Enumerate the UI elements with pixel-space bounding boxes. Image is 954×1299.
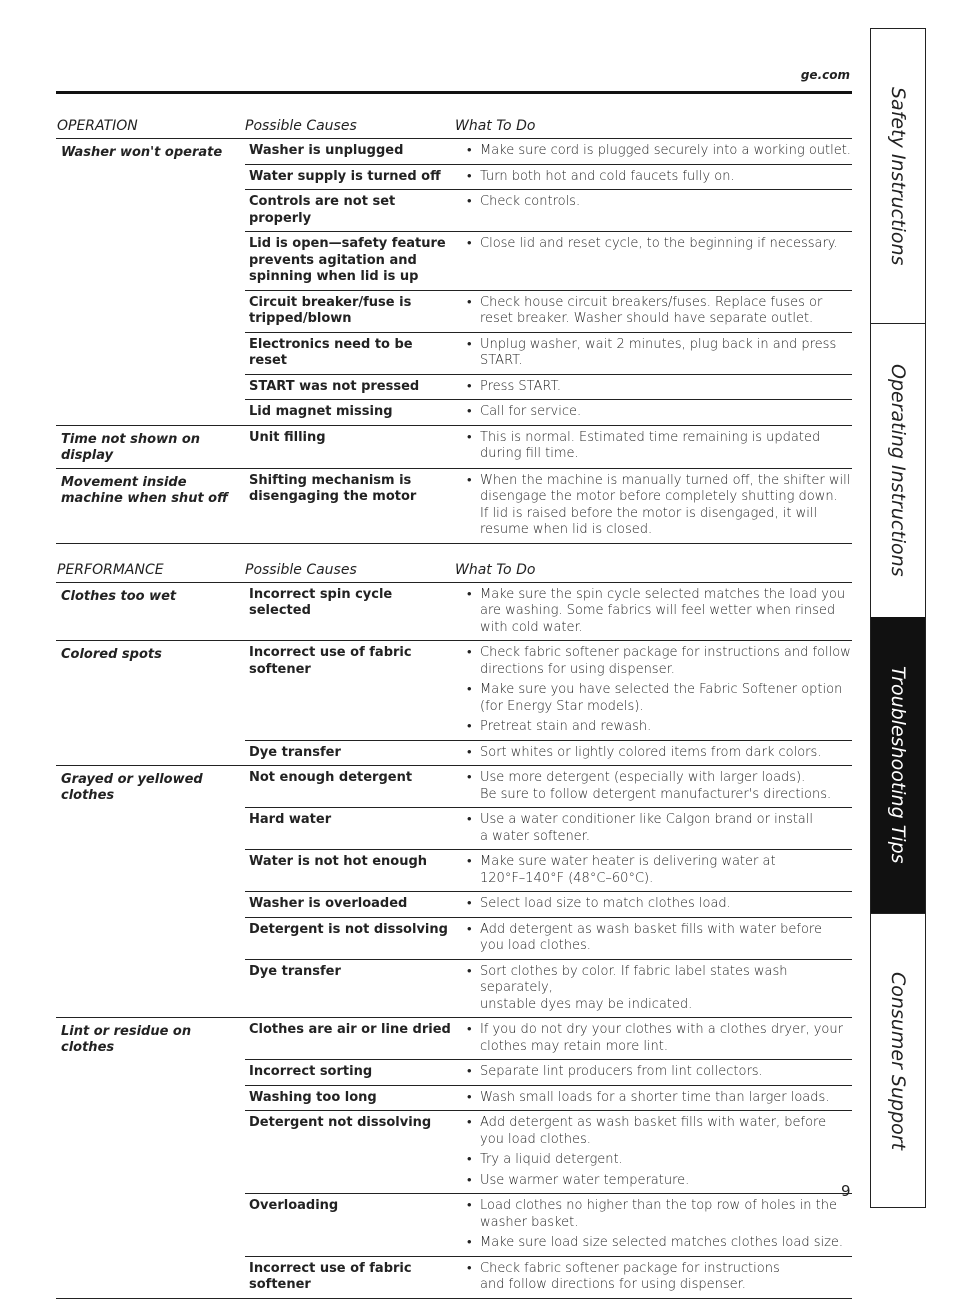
problem-group bbox=[56, 426, 852, 469]
bullet-line: Use more detergent (especially with larger loads). bbox=[480, 770, 806, 785]
bullet-line: Use warmer water temperature. bbox=[480, 1172, 690, 1188]
bullet-item bbox=[463, 1115, 852, 1148]
problem-group bbox=[56, 469, 852, 544]
bullet-item bbox=[463, 1173, 852, 1190]
tab-consumer-support[interactable]: Consumer Support bbox=[871, 913, 925, 1208]
possible-cause: Washer is unplugged bbox=[249, 143, 404, 158]
table-row bbox=[245, 139, 852, 164]
bullet-item bbox=[463, 337, 852, 370]
bullet-text bbox=[480, 1235, 852, 1252]
bullet-text bbox=[480, 295, 852, 328]
bullet-item bbox=[463, 854, 852, 887]
bullet-line: Pretreat stain and rewash. bbox=[480, 719, 652, 734]
problem-group bbox=[56, 1018, 852, 1299]
column-header: Possible Causes bbox=[245, 561, 357, 578]
possible-cause: Unit filling bbox=[249, 429, 326, 445]
bullet-item bbox=[463, 143, 852, 160]
problem-group bbox=[56, 583, 852, 642]
bullet-text bbox=[480, 143, 852, 160]
possible-cause: Water supply is turned off bbox=[249, 168, 441, 184]
possible-cause: Washing too long bbox=[249, 1089, 377, 1105]
bullet-item bbox=[463, 1022, 852, 1055]
table-header bbox=[56, 112, 852, 139]
table-row bbox=[245, 849, 852, 891]
bullet-icon: • bbox=[467, 1260, 472, 1276]
top-rule bbox=[56, 91, 852, 94]
bullet-item bbox=[463, 1235, 852, 1252]
cause-rows bbox=[245, 426, 852, 468]
possible-cause: Water is not hot enough bbox=[249, 854, 428, 869]
bullet-line: Be sure to follow detergent manufacturer's directions. bbox=[480, 786, 832, 802]
bullet-line: Make sure the spin cycle selected matches the load you are washing. Some fabrics will feel wetter when rinsed with cold water. bbox=[480, 586, 846, 635]
what-to-do bbox=[459, 400, 852, 425]
bullet-text bbox=[480, 379, 852, 396]
possible-cause: Incorrect sorting bbox=[249, 1064, 373, 1079]
bullet-item bbox=[463, 1261, 852, 1294]
bullet-icon: • bbox=[467, 1172, 472, 1188]
bullet-icon: • bbox=[467, 1064, 472, 1079]
tab-operating-instructions[interactable]: Operating Instructions bbox=[871, 323, 925, 618]
cause-rows bbox=[245, 583, 852, 641]
bullet-text bbox=[480, 896, 852, 913]
bullet-icon: • bbox=[467, 143, 472, 158]
what-to-do bbox=[459, 850, 852, 891]
cause-rows bbox=[245, 1018, 852, 1298]
bullet-icon: • bbox=[467, 1089, 472, 1105]
possible-cause: Circuit breaker/fuse is tripped/blown bbox=[249, 294, 412, 326]
table-row bbox=[245, 231, 852, 290]
bullet-line: Check fabric softener package for instructions bbox=[480, 1260, 780, 1276]
bullet-line: Sort whites or lightly colored items from dark colors. bbox=[480, 744, 822, 760]
bullet-line: Press START. bbox=[480, 378, 562, 394]
bullet-item bbox=[463, 473, 852, 539]
bullet-text bbox=[480, 1090, 852, 1107]
bullet-item bbox=[463, 169, 852, 186]
bullet-item bbox=[463, 379, 852, 396]
bullet-text bbox=[480, 812, 852, 845]
problem-group bbox=[56, 766, 852, 1018]
bullet-text bbox=[480, 1173, 852, 1190]
bullet-icon: • bbox=[467, 1235, 472, 1250]
bullet-line: Try a liquid detergent. bbox=[480, 1152, 623, 1167]
bullet-text bbox=[480, 1198, 852, 1231]
what-to-do bbox=[459, 1018, 852, 1059]
bullet-line: Add detergent as wash basket fills with water, before you load clothes. bbox=[480, 1115, 827, 1147]
possible-cause: Not enough detergent bbox=[249, 770, 413, 785]
bullet-item bbox=[463, 194, 852, 211]
bullet-line: If you do not dry your clothes with a clothes dryer, your clothes may retain more lint. bbox=[480, 1022, 843, 1054]
table-row bbox=[245, 1018, 852, 1059]
bullet-line: Unplug washer, wait 2 minutes, plug back in and press START. bbox=[480, 336, 837, 368]
bullet-item bbox=[463, 236, 852, 253]
problem-label: Movement inside machine when shut off bbox=[61, 474, 228, 506]
bullet-line: When the machine is manually turned off, the shifter will disengage the motor before completely shutting down. bbox=[480, 472, 851, 504]
what-to-do bbox=[459, 808, 852, 849]
bullet-line: reset breaker. Washer should have separate outlet. bbox=[480, 311, 814, 326]
what-to-do bbox=[459, 1111, 852, 1193]
bullet-line: Close lid and reset cycle, to the beginning if necessary. bbox=[480, 236, 838, 251]
bullet-line: Select load size to match clothes load. bbox=[480, 896, 731, 911]
what-to-do bbox=[459, 469, 852, 543]
possible-cause: Dye transfer bbox=[249, 963, 341, 979]
bullet-text bbox=[480, 169, 852, 186]
bullet-icon: • bbox=[467, 770, 472, 785]
problem-label: Clothes too wet bbox=[61, 588, 177, 604]
bullet-text bbox=[480, 194, 852, 211]
possible-cause: START was not pressed bbox=[249, 378, 420, 394]
problem-label: Colored spots bbox=[61, 647, 162, 662]
table-row bbox=[245, 959, 852, 1018]
what-to-do bbox=[459, 333, 852, 374]
bullet-icon: • bbox=[467, 294, 472, 310]
bullet-text bbox=[480, 682, 852, 715]
table-row bbox=[245, 583, 852, 641]
website-url: ge.com bbox=[800, 68, 850, 82]
bullet-line: Check fabric softener package for instructions and follow directions for using dispenser. bbox=[480, 645, 851, 677]
bullet-line: Make sure cord is plugged securely into a working outlet. bbox=[480, 143, 851, 158]
cause-rows bbox=[245, 139, 852, 425]
column-header: OPERATION bbox=[57, 118, 138, 134]
bullet-icon: • bbox=[467, 1198, 472, 1213]
problem-label: Washer won't operate bbox=[61, 145, 223, 160]
table-header bbox=[56, 556, 852, 583]
bullet-text bbox=[480, 1022, 852, 1055]
what-to-do bbox=[459, 190, 852, 231]
what-to-do bbox=[459, 583, 852, 641]
table-row bbox=[245, 374, 852, 400]
possible-cause: Controls are not set properly bbox=[249, 194, 396, 226]
bullet-text bbox=[480, 430, 852, 463]
what-to-do bbox=[459, 232, 852, 290]
table-row bbox=[245, 189, 852, 231]
page-number: 9 bbox=[841, 1182, 851, 1200]
bullet-item bbox=[463, 404, 852, 421]
bullet-item bbox=[463, 922, 852, 955]
column-header: PERFORMANCE bbox=[57, 561, 164, 578]
bullet-line: Turn both hot and cold faucets fully on. bbox=[480, 168, 735, 184]
bullet-icon: • bbox=[467, 404, 472, 419]
possible-cause: Detergent is not dissolving bbox=[249, 921, 448, 937]
bullet-item bbox=[463, 1090, 852, 1107]
table-row bbox=[245, 332, 852, 374]
bullet-text bbox=[480, 719, 852, 736]
possible-cause: Overloading bbox=[249, 1198, 339, 1213]
possible-cause: Clothes are air or line dried bbox=[249, 1022, 451, 1037]
table-row bbox=[245, 469, 852, 543]
bullet-text bbox=[480, 745, 852, 762]
column-header: Possible Causes bbox=[245, 118, 357, 134]
possible-cause: Lid is open—safety feature prevents agitation and spinning when lid is up bbox=[249, 236, 446, 284]
bullet-text bbox=[480, 473, 852, 539]
bullet-line: Sort clothes by color. If fabric label states wash separately, bbox=[480, 963, 788, 995]
bullet-icon: • bbox=[467, 1022, 472, 1037]
problem-group bbox=[56, 139, 852, 426]
bullet-text bbox=[480, 964, 852, 1014]
possible-cause: Incorrect use of fabric softener bbox=[249, 1260, 412, 1292]
bullet-text bbox=[480, 1261, 852, 1294]
problem-label: Grayed or yellowed clothes bbox=[61, 772, 203, 803]
what-to-do bbox=[459, 918, 852, 959]
possible-cause: Incorrect spin cycle selected bbox=[249, 586, 393, 618]
what-to-do bbox=[459, 641, 852, 740]
bullet-text bbox=[480, 1115, 852, 1148]
bullet-text bbox=[480, 1152, 852, 1169]
bullet-item bbox=[463, 719, 852, 736]
table-row bbox=[245, 164, 852, 190]
bullet-icon: • bbox=[467, 1152, 472, 1167]
bullet-item bbox=[463, 645, 852, 678]
what-to-do bbox=[459, 1060, 852, 1085]
bullet-line: If lid is raised before the motor is disengaged, it will resume when lid is closed. bbox=[480, 505, 818, 537]
what-to-do bbox=[459, 426, 852, 467]
bullet-text bbox=[480, 770, 852, 803]
bullet-line: Add detergent as wash basket fills with water before bbox=[480, 921, 822, 937]
cause-rows bbox=[245, 766, 852, 1017]
table-row bbox=[245, 891, 852, 917]
what-to-do bbox=[459, 1194, 852, 1256]
bullet-item bbox=[463, 1152, 852, 1169]
possible-cause: Incorrect use of fabric softener bbox=[249, 645, 412, 677]
table-row bbox=[245, 766, 852, 807]
bullet-icon: • bbox=[467, 378, 472, 394]
bullet-icon: • bbox=[467, 682, 472, 697]
bullet-line: Use a water conditioner like Calgon brand or install bbox=[480, 812, 813, 827]
table-row bbox=[245, 1085, 852, 1111]
bullet-line: Make sure load size selected matches clothes load size. bbox=[480, 1235, 844, 1250]
table-row bbox=[245, 1193, 852, 1256]
bullet-icon: • bbox=[467, 472, 472, 488]
bullet-icon: • bbox=[467, 236, 472, 251]
bullet-icon: • bbox=[467, 744, 472, 760]
bullet-icon: • bbox=[467, 429, 472, 445]
bullet-icon: • bbox=[467, 645, 472, 660]
what-to-do bbox=[459, 1086, 852, 1111]
bullet-line: you load clothes. bbox=[480, 938, 591, 953]
bullet-icon: • bbox=[467, 1115, 472, 1130]
operation-section bbox=[56, 112, 852, 544]
what-to-do bbox=[459, 741, 852, 766]
cause-rows bbox=[245, 641, 852, 765]
bullet-icon: • bbox=[467, 586, 472, 602]
possible-cause: Lid magnet missing bbox=[249, 404, 393, 419]
bullet-text bbox=[480, 587, 852, 637]
possible-cause: Shifting mechanism is disengaging the motor bbox=[249, 472, 417, 504]
bullet-icon: • bbox=[467, 854, 472, 869]
bullet-line: This is normal. Estimated time remaining is updated during fill time. bbox=[480, 429, 821, 461]
table-row bbox=[245, 1256, 852, 1298]
bullet-icon: • bbox=[467, 812, 472, 827]
bullet-item bbox=[463, 896, 852, 913]
bullet-item bbox=[463, 1198, 852, 1231]
cause-rows bbox=[245, 469, 852, 543]
table-row bbox=[245, 917, 852, 959]
bullet-line: Call for service. bbox=[480, 404, 582, 419]
table-row bbox=[245, 807, 852, 849]
possible-cause: Hard water bbox=[249, 812, 332, 827]
table-row bbox=[245, 1059, 852, 1085]
table-row bbox=[245, 1110, 852, 1193]
what-to-do bbox=[459, 375, 852, 400]
possible-cause: Detergent not dissolving bbox=[249, 1115, 432, 1130]
section-tabs bbox=[870, 28, 926, 1208]
what-to-do bbox=[459, 139, 852, 164]
problem-group bbox=[56, 641, 852, 766]
bullet-line: Make sure water heater is delivering water at bbox=[480, 854, 776, 869]
what-to-do bbox=[459, 165, 852, 190]
bullet-line: Check house circuit breakers/fuses. Replace fuses or bbox=[480, 294, 823, 310]
bullet-item bbox=[463, 770, 852, 803]
problem-label: Lint or residue on clothes bbox=[61, 1024, 192, 1055]
bullet-icon: • bbox=[467, 168, 472, 184]
bullet-icon: • bbox=[467, 719, 472, 734]
performance-section bbox=[56, 556, 852, 1299]
bullet-item bbox=[463, 1064, 852, 1081]
bullet-text bbox=[480, 337, 852, 370]
table-row bbox=[245, 740, 852, 766]
table-row bbox=[245, 399, 852, 425]
bullet-icon: • bbox=[467, 194, 472, 209]
bullet-text bbox=[480, 854, 852, 887]
bullet-text bbox=[480, 645, 852, 678]
bullet-text bbox=[480, 404, 852, 421]
bullet-icon: • bbox=[467, 896, 472, 911]
bullet-item bbox=[463, 964, 852, 1014]
bullet-icon: • bbox=[467, 963, 472, 979]
bullet-text bbox=[480, 922, 852, 955]
what-to-do bbox=[459, 1257, 852, 1298]
possible-cause: Electronics need to be reset bbox=[249, 336, 413, 368]
tab-safety-instructions[interactable]: Safety Instructions bbox=[871, 29, 925, 324]
bullet-line: Wash small loads for a shorter time than larger loads. bbox=[480, 1089, 830, 1105]
tab-troubleshooting-tips[interactable]: Troubleshooting Tips bbox=[871, 617, 925, 913]
problem-label: Time not shown on display bbox=[61, 431, 201, 463]
bullet-line: Separate lint producers from lint collectors. bbox=[480, 1064, 763, 1079]
what-to-do bbox=[459, 892, 852, 917]
bullet-item bbox=[463, 682, 852, 715]
bullet-icon: • bbox=[467, 336, 472, 352]
bullet-line: 120°F–140°F (48°C–60°C). bbox=[480, 870, 654, 886]
troubleshooting-table bbox=[56, 112, 852, 1299]
bullet-item bbox=[463, 745, 852, 762]
what-to-do bbox=[459, 766, 852, 807]
bullet-item bbox=[463, 295, 852, 328]
possible-cause: Dye transfer bbox=[249, 744, 341, 760]
bullet-icon: • bbox=[467, 921, 472, 937]
bullet-line: Load clothes no higher than the top row of holes in the washer basket. bbox=[480, 1198, 838, 1230]
bullet-text bbox=[480, 236, 852, 253]
bullet-line: (for Energy Star models). bbox=[480, 698, 644, 714]
bullet-item bbox=[463, 587, 852, 637]
bullet-item bbox=[463, 812, 852, 845]
bullet-line: Make sure you have selected the Fabric Softener option bbox=[480, 682, 843, 697]
table-row bbox=[245, 641, 852, 740]
possible-cause: Washer is overloaded bbox=[249, 896, 408, 911]
bullet-line: a water softener. bbox=[480, 828, 590, 844]
bullet-text bbox=[480, 1064, 852, 1081]
table-row bbox=[245, 426, 852, 467]
bullet-line: Check controls. bbox=[480, 194, 581, 209]
bullet-item bbox=[463, 430, 852, 463]
what-to-do bbox=[459, 960, 852, 1018]
bullet-line: and follow directions for using dispenser. bbox=[480, 1277, 746, 1292]
bullet-line: unstable dyes may be indicated. bbox=[480, 996, 693, 1012]
table-row bbox=[245, 290, 852, 332]
what-to-do bbox=[459, 291, 852, 332]
column-header: What To Do bbox=[455, 118, 536, 134]
column-header: What To Do bbox=[455, 561, 536, 578]
